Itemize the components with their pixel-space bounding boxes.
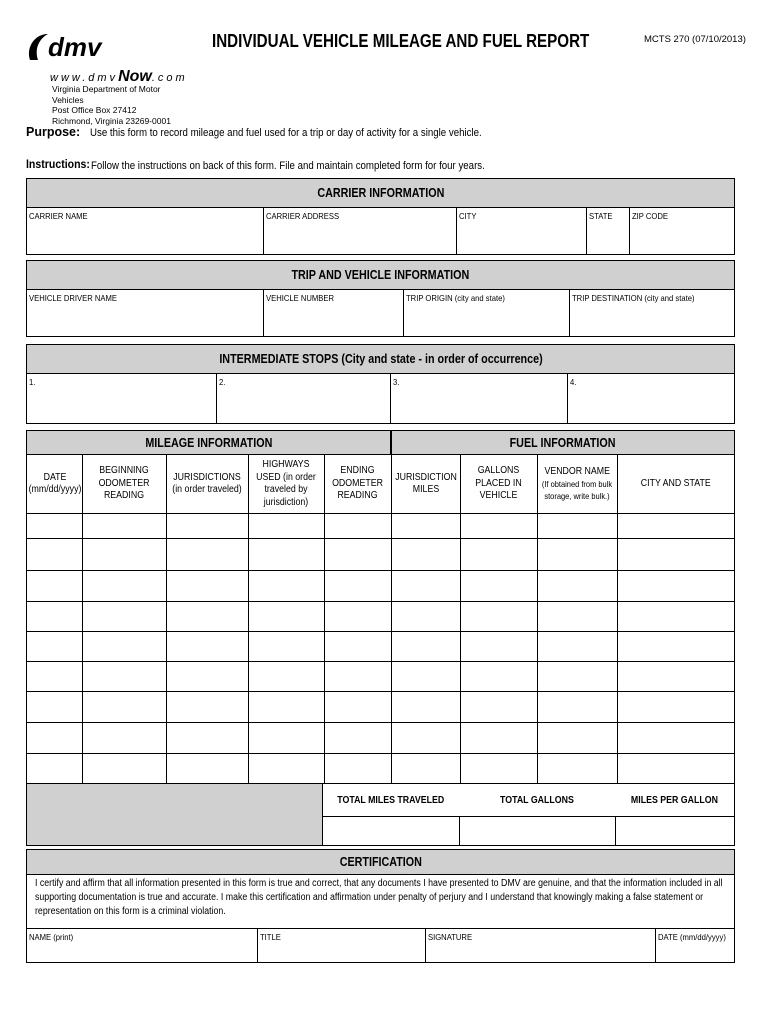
vehicle-number-field[interactable] xyxy=(263,290,403,336)
fuel-heading xyxy=(391,431,734,455)
table-row[interactable] xyxy=(27,753,734,754)
trip-destination-label: TRIP DESTINATION (city and state) xyxy=(572,293,695,303)
trip-heading-text: TRIP AND VEHICLE INFORMATION xyxy=(291,268,470,282)
carrier-fields xyxy=(26,208,735,255)
col-date-text: DATE (mm/dd/yyyy) xyxy=(28,471,81,495)
carrier-address-label: CARRIER ADDRESS xyxy=(266,211,340,221)
total-gallons-text: TOTAL GALLONS xyxy=(500,794,574,806)
col-ending-odometer-text: ENDING ODOMETER READING xyxy=(332,465,383,502)
carrier-state-field[interactable] xyxy=(586,208,629,254)
col-city-state xyxy=(617,455,734,513)
total-miles-text: TOTAL MILES TRAVELED xyxy=(337,794,445,806)
col-beginning-odometer-text: BEGINNING ODOMETER READING xyxy=(98,465,150,502)
url-suffix: .com xyxy=(151,72,188,84)
totals-shaded-area xyxy=(27,784,323,845)
driver-name-field[interactable] xyxy=(27,290,263,336)
trip-fields xyxy=(26,290,735,337)
stop-2-label: 2. xyxy=(219,377,226,387)
stops-heading-text: INTERMEDIATE STOPS (City and state - in order of occurrence) xyxy=(218,352,543,366)
carrier-city-field[interactable] xyxy=(456,208,586,254)
instructions-label: Instructions: xyxy=(26,157,90,171)
form-title: INDIVIDUAL VEHICLE MILEAGE AND FUEL REPORT xyxy=(212,30,590,51)
total-gallons-label xyxy=(459,784,615,816)
url-prefix: www.dmv xyxy=(50,72,119,84)
agency-po-box: Post Office Box 27412 xyxy=(52,105,137,115)
carrier-name-label: CARRIER NAME xyxy=(29,211,88,221)
total-miles-field[interactable] xyxy=(323,816,459,845)
driver-name-label: VEHICLE DRIVER NAME xyxy=(29,293,118,303)
col-divider xyxy=(82,455,83,783)
carrier-state-label: STATE xyxy=(589,211,613,221)
col-jurisdictions-text: JURISDICTIONS (in order traveled) xyxy=(172,471,242,495)
stops-fields xyxy=(26,374,735,424)
col-beginning-odometer xyxy=(82,455,166,513)
dmv-logo xyxy=(26,30,188,126)
col-highways-used-text: HIGHWAYS USED (in order traveled by jurisdiction) xyxy=(256,459,316,508)
trip-heading xyxy=(26,260,735,290)
purpose-text: Use this form to record mileage and fuel used for a trip or day of activity for a single vehicle. xyxy=(90,127,482,139)
col-jurisdiction-miles-text: JURISDICTION MILES xyxy=(394,471,457,495)
col-vendor-name xyxy=(537,455,617,513)
vehicle-number-label: VEHICLE NUMBER xyxy=(266,293,335,303)
mileage-heading-text: MILEAGE INFORMATION xyxy=(144,435,273,450)
certification-heading-text: CERTIFICATION xyxy=(339,855,422,869)
instructions-text: Follow the instructions on back of this form. File and maintain completed form for four years. xyxy=(91,160,485,172)
col-divider xyxy=(324,455,325,783)
certification-statement xyxy=(26,875,735,929)
stop-3-field[interactable] xyxy=(390,374,567,423)
carrier-address-field[interactable] xyxy=(263,208,456,254)
mpg-label xyxy=(615,784,734,816)
col-city-state-text: CITY AND STATE xyxy=(640,477,711,489)
carrier-zip-label: ZIP CODE xyxy=(632,211,668,221)
col-jurisdiction-miles xyxy=(391,455,460,513)
stops-heading xyxy=(26,344,735,374)
agency-name: Virginia Department of Motor Vehicles xyxy=(52,84,161,105)
carrier-name-field[interactable] xyxy=(27,208,263,254)
signature-label: SIGNATURE xyxy=(428,932,473,942)
svg-text:dmv: dmv xyxy=(48,32,102,62)
table-row[interactable] xyxy=(27,538,734,539)
col-vendor-note-text: (If obtained from bulk storage, write bulk.) xyxy=(541,479,613,502)
col-divider xyxy=(166,455,167,783)
col-gallons-placed-text: GALLONS PLACED IN VEHICLE xyxy=(475,465,522,502)
total-gallons-field[interactable] xyxy=(459,816,615,845)
purpose-label: Purpose: xyxy=(26,125,81,139)
table-row[interactable] xyxy=(27,691,734,692)
table-row[interactable] xyxy=(27,601,734,602)
col-divider xyxy=(391,431,392,783)
col-divider xyxy=(617,455,618,783)
name-print-field[interactable] xyxy=(27,929,257,962)
table-row[interactable] xyxy=(27,631,734,632)
stop-1-label: 1. xyxy=(29,377,36,387)
agency-address xyxy=(52,84,186,126)
col-divider xyxy=(460,455,461,783)
carrier-heading xyxy=(26,178,735,208)
dmv-logo-icon xyxy=(26,30,116,66)
signature-fields xyxy=(26,929,735,963)
totals-section xyxy=(26,784,735,846)
col-jurisdictions xyxy=(166,455,248,513)
url-now: Now xyxy=(118,68,152,85)
mileage-fuel-table xyxy=(26,430,735,784)
stop-4-field[interactable] xyxy=(567,374,734,423)
carrier-heading-text: CARRIER INFORMATION xyxy=(316,186,445,200)
cert-date-label: DATE (mm/dd/yyyy) xyxy=(658,932,726,942)
fuel-heading-text: FUEL INFORMATION xyxy=(509,435,616,450)
trip-origin-field[interactable] xyxy=(403,290,569,336)
cert-date-field[interactable] xyxy=(655,929,734,962)
carrier-city-label: CITY xyxy=(459,211,477,221)
stop-1-field[interactable] xyxy=(27,374,216,423)
form-number: MCTS 270 (07/10/2013) xyxy=(644,34,746,45)
signature-field[interactable] xyxy=(425,929,655,962)
table-row[interactable] xyxy=(27,661,734,662)
trip-destination-field[interactable] xyxy=(569,290,734,336)
stop-4-label: 4. xyxy=(570,377,577,387)
col-highways-used xyxy=(248,455,324,513)
agency-city: Richmond, Virginia 23269-0001 xyxy=(52,115,171,126)
col-vendor-name-text: VENDOR NAME xyxy=(544,465,610,477)
stop-3-label: 3. xyxy=(393,377,400,387)
title-field[interactable] xyxy=(257,929,425,962)
col-divider xyxy=(248,455,249,783)
mpg-field[interactable] xyxy=(615,816,734,845)
carrier-zip-field[interactable] xyxy=(629,208,734,254)
table-row[interactable] xyxy=(27,722,734,723)
certification-heading xyxy=(26,849,735,875)
total-miles-label xyxy=(323,784,459,816)
table-row[interactable] xyxy=(27,570,734,571)
col-gallons-placed xyxy=(460,455,537,513)
col-date xyxy=(27,455,82,513)
trip-origin-label: TRIP ORIGIN (city and state) xyxy=(406,293,505,303)
title-label: TITLE xyxy=(260,932,281,942)
stop-2-field[interactable] xyxy=(216,374,390,423)
col-divider xyxy=(537,455,538,783)
name-print-label: NAME (print) xyxy=(29,932,74,942)
mpg-text: MILES PER GALLON xyxy=(630,794,719,806)
table-row[interactable] xyxy=(27,513,734,514)
mileage-heading xyxy=(27,431,391,455)
col-ending-odometer xyxy=(324,455,391,513)
certification-statement-text: I certify and affirm that all information presented in this form is true and correct, that any documents I have presented to DMV are genuine, and that the information included in all supporting documentation is true and accurate. I make this certification and affirmation under penalty of perjury and I understand that knowingly making a false statement or representation on this form is a criminal violation. xyxy=(35,878,723,917)
